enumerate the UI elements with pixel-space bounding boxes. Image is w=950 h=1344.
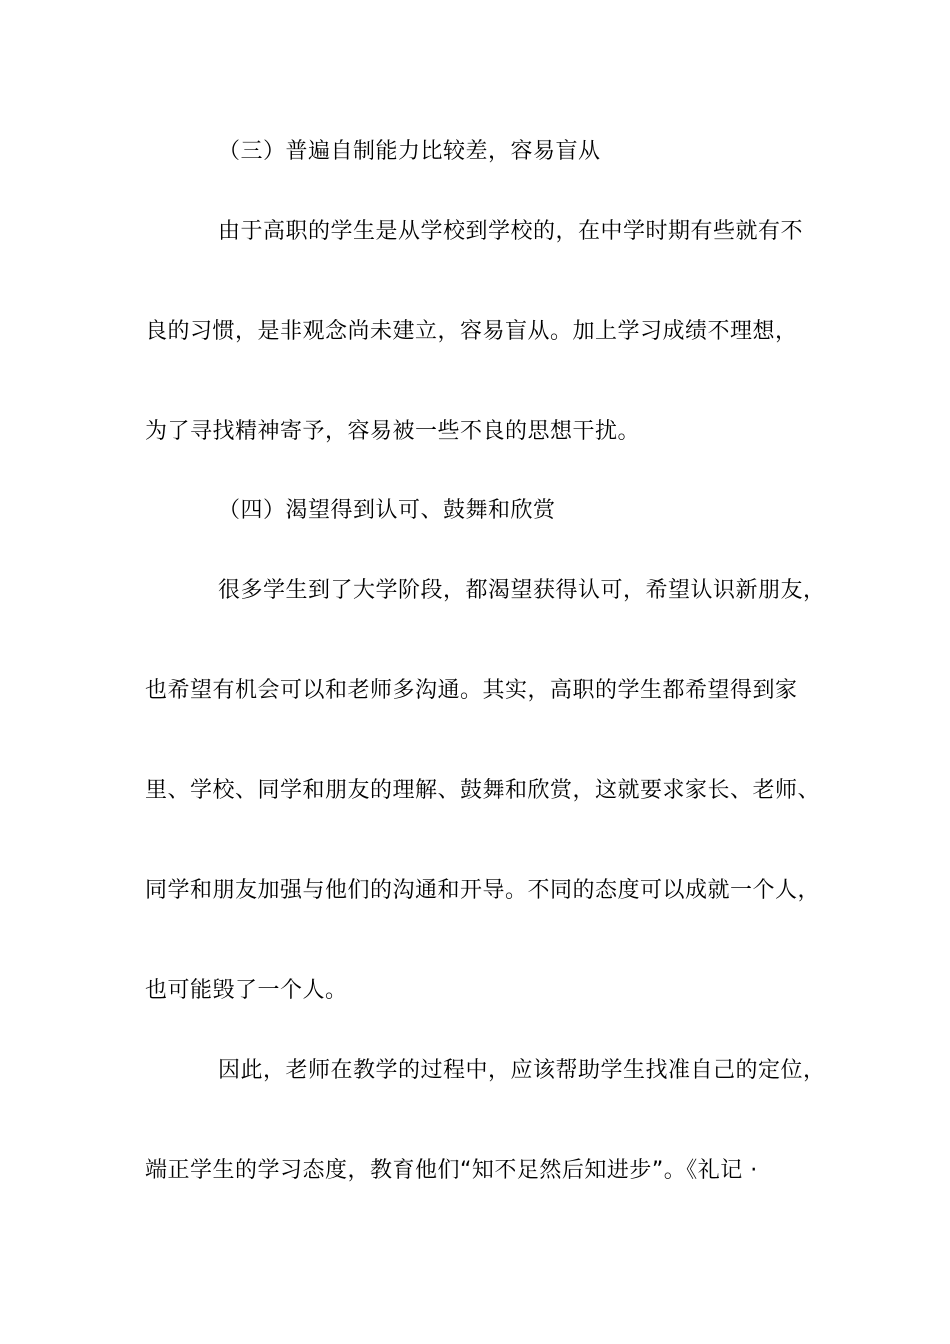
paragraph-line: 很多学生到了大学阶段，都渴望获得认可，希望认识新朋友， [218, 578, 826, 603]
paragraph-line: 同学和朋友加强与他们的沟通和开导。不同的态度可以成就一个人， [145, 878, 821, 903]
paragraph-line: 由于高职的学生是从学校到学校的，在中学时期有些就有不 [218, 219, 804, 244]
section-heading-3: （三）普遍自制能力比较差，容易盲从 [218, 139, 601, 164]
paragraph-line: 也希望有机会可以和老师多沟通。其实，高职的学生都希望得到家 [145, 678, 798, 703]
paragraph-line: 里、学校、同学和朋友的理解、鼓舞和欣赏，这就要求家长、老师、 [145, 778, 821, 803]
paragraph-line: 端正学生的学习态度，教育他们“知不足然后知进步”。《礼记 · [145, 1158, 758, 1183]
paragraph-line: 也可能毁了一个人。 [145, 978, 348, 1003]
paragraph-line: 因此，老师在教学的过程中，应该帮助学生找准自己的定位， [218, 1058, 826, 1083]
section-heading-4: （四）渴望得到认可、鼓舞和欣赏 [218, 498, 556, 523]
paragraph-line: 良的习惯，是非观念尚未建立，容易盲从。加上学习成绩不理想， [145, 319, 798, 344]
paragraph-line: 为了寻找精神寄予，容易被一些不良的思想干扰。 [145, 419, 641, 444]
